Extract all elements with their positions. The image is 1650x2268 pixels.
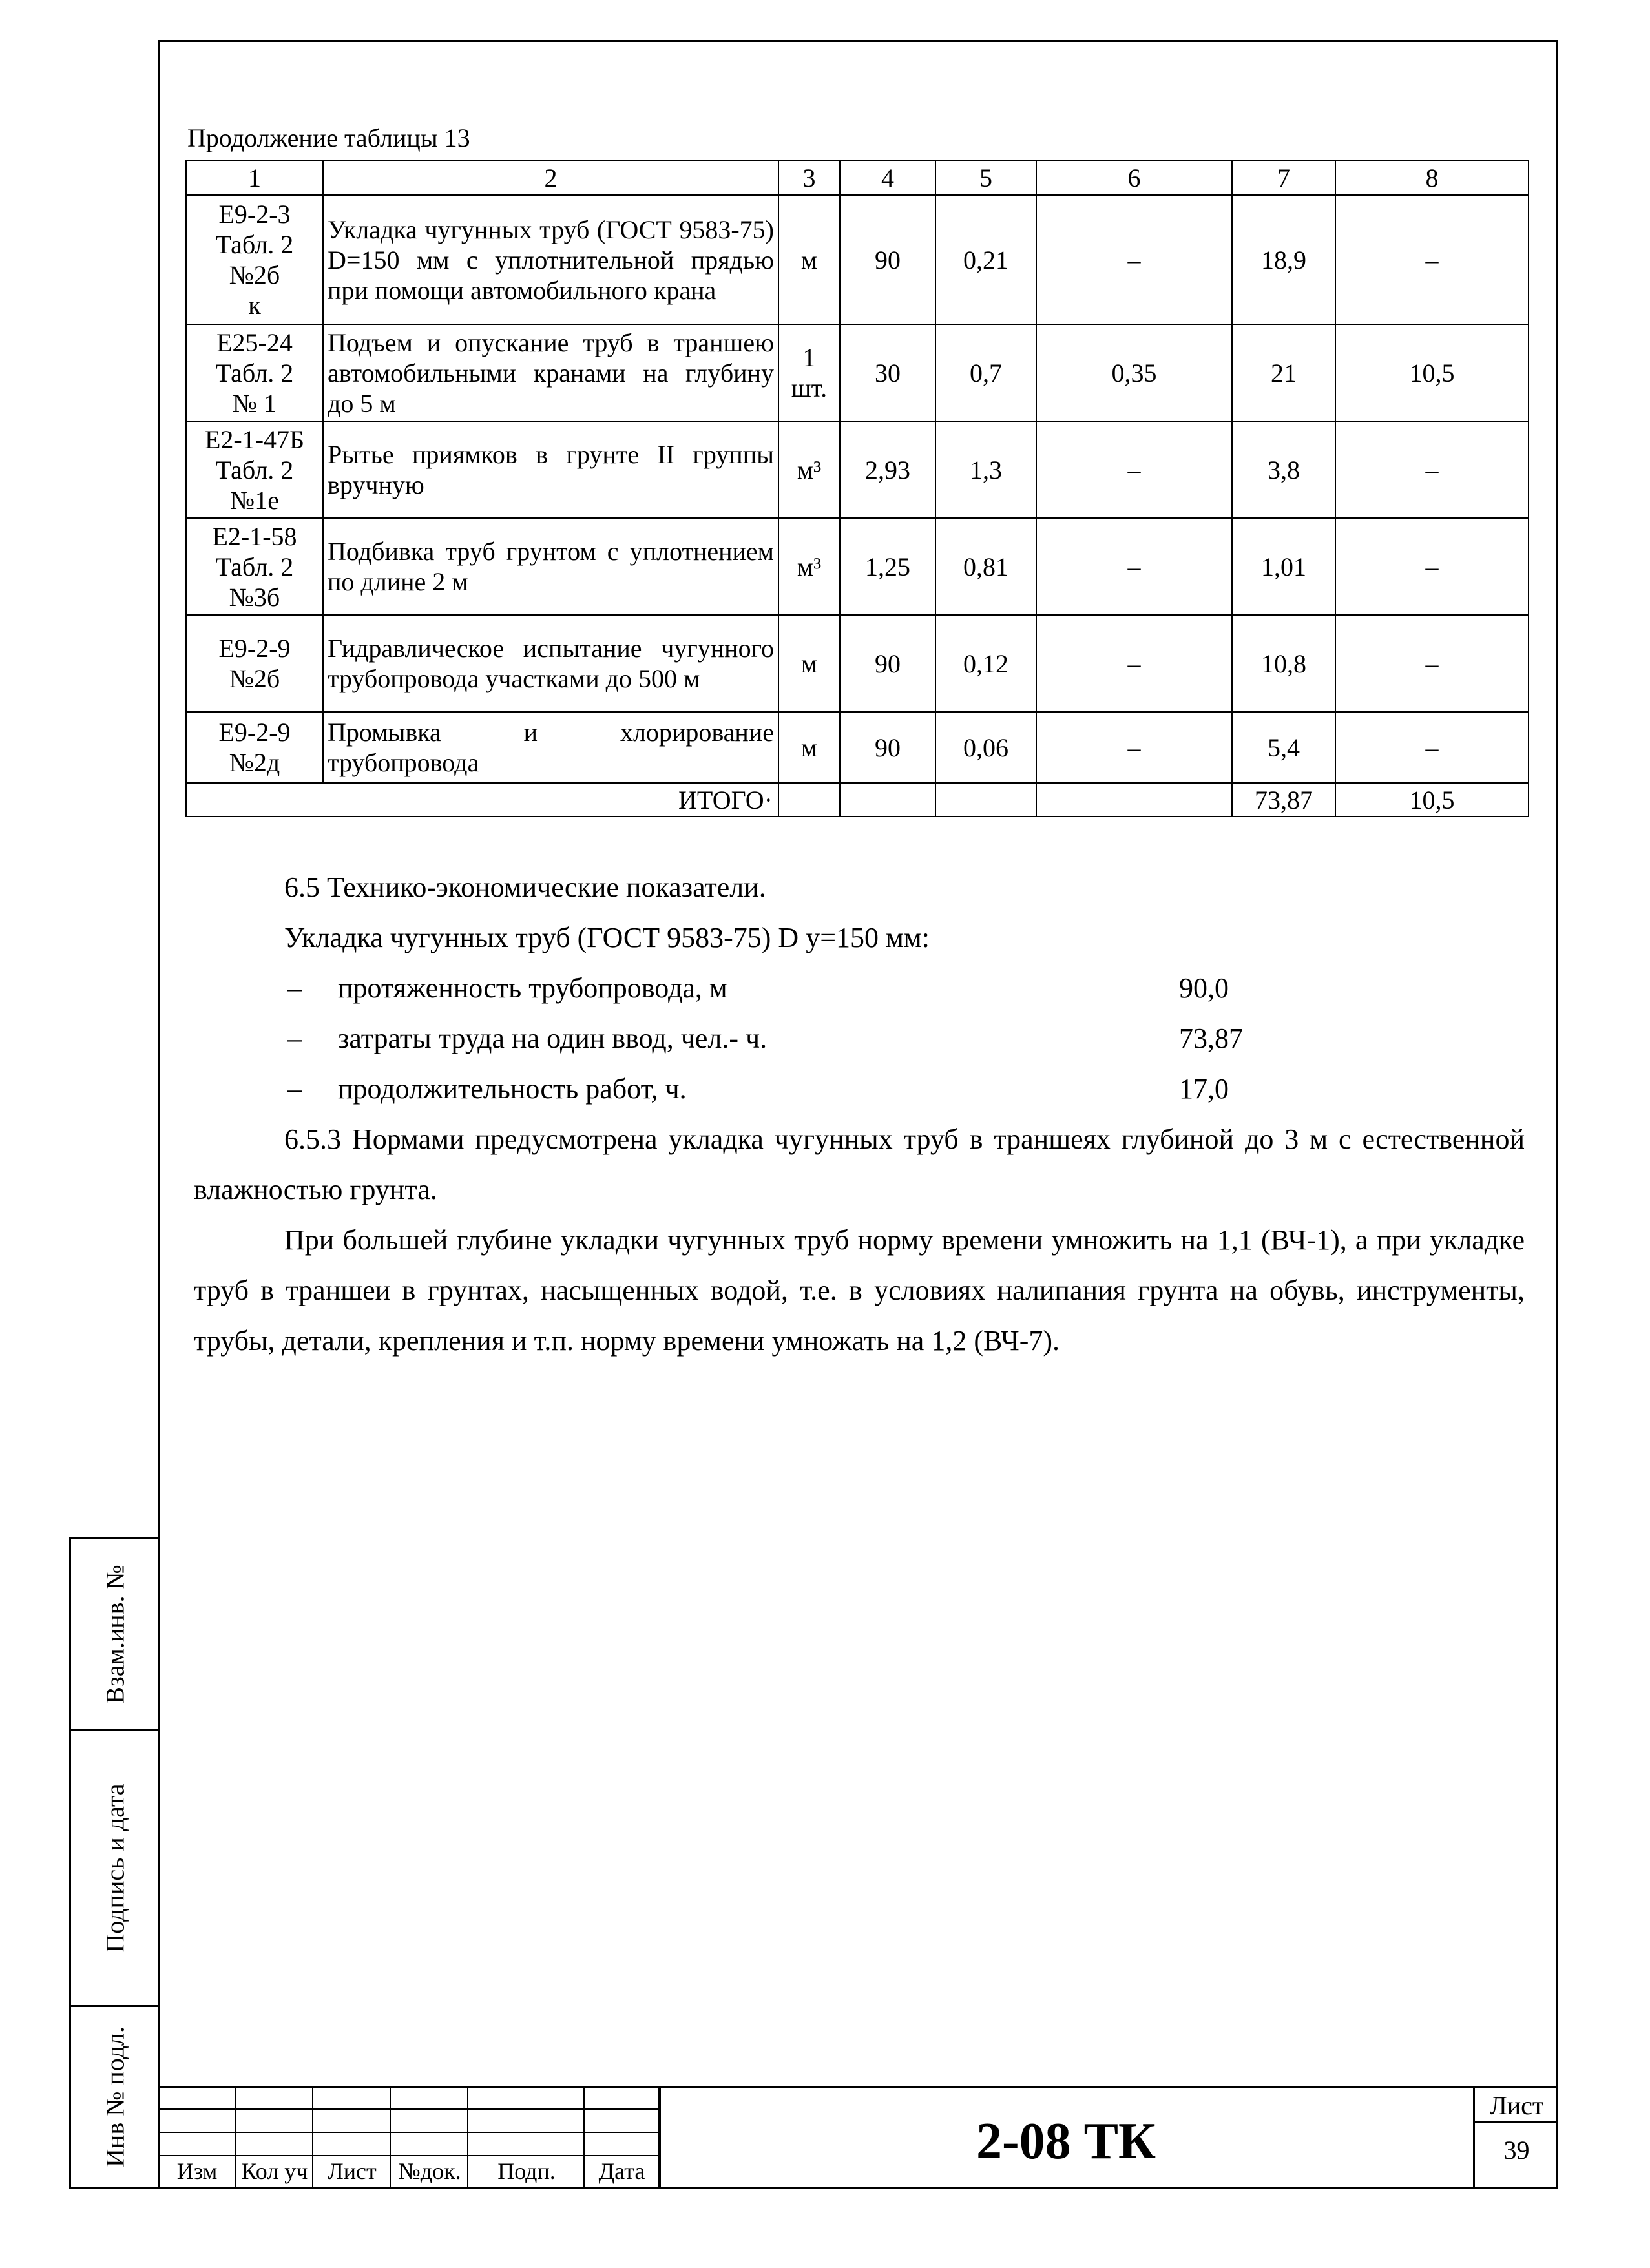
indicator-value: 90,0	[1179, 972, 1229, 1004]
indicator-value: 73,87	[1179, 1023, 1243, 1054]
list-dash: –	[287, 1073, 302, 1105]
labor-cost-cell: 5,4	[1232, 712, 1335, 783]
norm-code-cell: Е25-24 Табл. 2 № 1	[186, 324, 323, 421]
table-caption: Продолжение таблицы 13	[187, 123, 470, 152]
time-norm-cell: 0,06	[935, 712, 1036, 783]
norm-code-cell: Е9-2-3 Табл. 2 №2б к	[186, 195, 323, 324]
indicator-label: протяженность трубопровода, м	[338, 972, 727, 1004]
norm-code-cell: Е9-2-9 №2д	[186, 712, 323, 783]
header-cell: 6	[1036, 160, 1232, 195]
title-block-cell	[468, 2086, 585, 2110]
machine-norm-cell: –	[1036, 195, 1232, 324]
sheet-number: 39	[1503, 2136, 1530, 2165]
col-kol-uch: Кол уч	[241, 2158, 308, 2184]
title-block-cell	[158, 2110, 236, 2133]
side-stamp-vzam	[69, 1537, 160, 1731]
unit-cell: 1 шт.	[778, 324, 840, 421]
total-cell-empty	[778, 783, 840, 817]
indicator-value: 17,0	[1179, 1073, 1229, 1105]
time-norm-cell: 0,7	[935, 324, 1036, 421]
title-block-cell	[236, 2086, 313, 2110]
machine-time-cell: –	[1335, 518, 1529, 615]
machine-norm-cell: –	[1036, 615, 1232, 712]
unit-cell: м	[778, 712, 840, 783]
machine-time-cell: –	[1335, 712, 1529, 783]
machine-norm-cell: –	[1036, 712, 1232, 783]
labor-cost-cell: 21	[1232, 324, 1335, 421]
title-block-cell	[158, 2086, 236, 2110]
work-description-cell: Подбивка труб грунтом с уплотнением по длине 2 м	[323, 518, 778, 615]
list-dash: –	[287, 972, 302, 1004]
table-row	[186, 518, 1529, 615]
header-cell: 4	[840, 160, 935, 195]
total-label: ИТОГО·	[186, 783, 778, 817]
table-row	[186, 195, 1529, 324]
title-block-cell	[391, 2086, 468, 2110]
col-podp: Подп.	[497, 2158, 556, 2184]
machine-time-cell: –	[1335, 421, 1529, 518]
title-block-cell	[468, 2110, 585, 2133]
document-code: 2-08 ТК	[976, 2113, 1156, 2170]
norm-code-cell: Е2-1-47Б Табл. 2 №1е	[186, 421, 323, 518]
indicator-label: затраты труда на один ввод, чел.- ч.	[338, 1023, 768, 1054]
total-labor: 73,87	[1232, 783, 1335, 817]
total-cell-empty	[1036, 783, 1232, 817]
work-description-cell: Рытье приямков в грунте II группы вручную	[323, 421, 778, 518]
intro-line: Укладка чугунных труб (ГОСТ 9583-75) D у=150 мм:	[284, 922, 930, 953]
col-data: Дата	[598, 2158, 645, 2184]
side-label: Инв № подл.	[100, 2026, 129, 2167]
title-block-divider	[1473, 2121, 1558, 2123]
col-izm: Изм	[176, 2158, 218, 2184]
header-cell: 5	[935, 160, 1036, 195]
volume-cell: 2,93	[840, 421, 935, 518]
volume-cell: 90	[840, 615, 935, 712]
header-cell: 8	[1335, 160, 1529, 195]
labor-cost-cell: 1,01	[1232, 518, 1335, 615]
machine-time-cell: –	[1335, 615, 1529, 712]
table-row	[186, 421, 1529, 518]
volume-cell: 90	[840, 712, 935, 783]
title-block-divider	[659, 2086, 661, 2189]
title-block-cell	[468, 2133, 585, 2156]
work-description-cell: Укладка чугунных труб (ГОСТ 9583-75) D=150 мм с уплотнительной прядью при помощи автомобильного крана	[323, 195, 778, 324]
volume-cell: 1,25	[840, 518, 935, 615]
col-list: Лист	[328, 2158, 377, 2184]
title-block-cell	[313, 2110, 391, 2133]
indicator-item	[287, 1064, 1257, 1114]
machine-norm-cell: 0,35	[1036, 324, 1232, 421]
indicator-label: продолжительность работ, ч.	[338, 1073, 687, 1105]
title-block-cell	[585, 2133, 659, 2156]
title-block-cell	[158, 2133, 236, 2156]
table-13	[185, 160, 1529, 817]
volume-cell: 30	[840, 324, 935, 421]
title-block-cell	[313, 2133, 391, 2156]
section-title: 6.5 Технико-экономические показатели.	[284, 871, 766, 903]
title-block-cell	[391, 2110, 468, 2133]
unit-cell: м	[778, 615, 840, 712]
col-ndok: №док.	[398, 2158, 461, 2184]
time-norm-cell: 0,12	[935, 615, 1036, 712]
machine-norm-cell: –	[1036, 421, 1232, 518]
header-cell: 7	[1232, 160, 1335, 195]
labor-cost-cell: 10,8	[1232, 615, 1335, 712]
title-block-cell	[313, 2086, 391, 2110]
unit-cell: м	[778, 195, 840, 324]
title-block-cell	[391, 2133, 468, 2156]
list-dash: –	[287, 1023, 302, 1054]
work-description-cell: Гидравлическое испытание чугунного трубопровода участками до 500 м	[323, 615, 778, 712]
time-norm-cell: 0,21	[935, 195, 1036, 324]
work-description-cell: Подъем и опускание труб в траншею автомобильными кранами на глубину до 5 м	[323, 324, 778, 421]
header-cell: 2	[323, 160, 778, 195]
indicator-item	[287, 963, 1257, 1014]
table-total-row	[186, 783, 1529, 817]
table-row	[186, 712, 1529, 783]
time-norm-cell: 0,81	[935, 518, 1036, 615]
work-description-cell: Промывка и хлорирование трубопровода	[323, 712, 778, 783]
time-norm-cell: 1,3	[935, 421, 1036, 518]
unit-cell: м³	[778, 518, 840, 615]
sheet-label: Лист	[1489, 2091, 1544, 2120]
labor-cost-cell: 3,8	[1232, 421, 1335, 518]
paragraph-6-5-3: 6.5.3 Нормами предусмотрена укладка чугунных труб в траншеях глубиной до 3 м с естественной влажностью грунта.	[194, 1123, 1525, 1205]
table-header-row	[186, 160, 1529, 195]
norm-code-cell: Е9-2-9 №2б	[186, 615, 323, 712]
side-label: Подпись и дата	[100, 1784, 129, 1953]
machine-norm-cell: –	[1036, 518, 1232, 615]
total-machine: 10,5	[1335, 783, 1529, 817]
volume-cell: 90	[840, 195, 935, 324]
total-cell-empty	[935, 783, 1036, 817]
header-cell: 3	[778, 160, 840, 195]
side-stamp-podpis	[69, 1729, 160, 2007]
table-row	[186, 615, 1529, 712]
unit-cell: м³	[778, 421, 840, 518]
title-block-cell	[236, 2133, 313, 2156]
header-cell: 1	[186, 160, 323, 195]
side-label: Взам.инв. №	[100, 1565, 129, 1704]
title-block-cell	[236, 2110, 313, 2133]
table-row	[186, 324, 1529, 421]
norm-code-cell: Е2-1-58 Табл. 2 №3б	[186, 518, 323, 615]
side-stamp-inv	[69, 2005, 160, 2189]
total-cell-empty	[840, 783, 935, 817]
machine-time-cell: 10,5	[1335, 324, 1529, 421]
paragraph-coefficients: При большей глубине укладки чугунных труб норму времени умножить на 1,1 (ВЧ-1), а при укладке труб в траншеи в грунтах, насыщенных водой, т.е. в условиях налипания грунта на обувь, инструменты, трубы, детали, крепления и т.п. норму времени умножать на 1,2 (ВЧ-7).	[194, 1224, 1525, 1357]
machine-time-cell: –	[1335, 195, 1529, 324]
labor-cost-cell: 18,9	[1232, 195, 1335, 324]
title-block-cell	[585, 2110, 659, 2133]
title-block-cell	[585, 2086, 659, 2110]
indicator-item	[287, 1014, 1257, 1064]
